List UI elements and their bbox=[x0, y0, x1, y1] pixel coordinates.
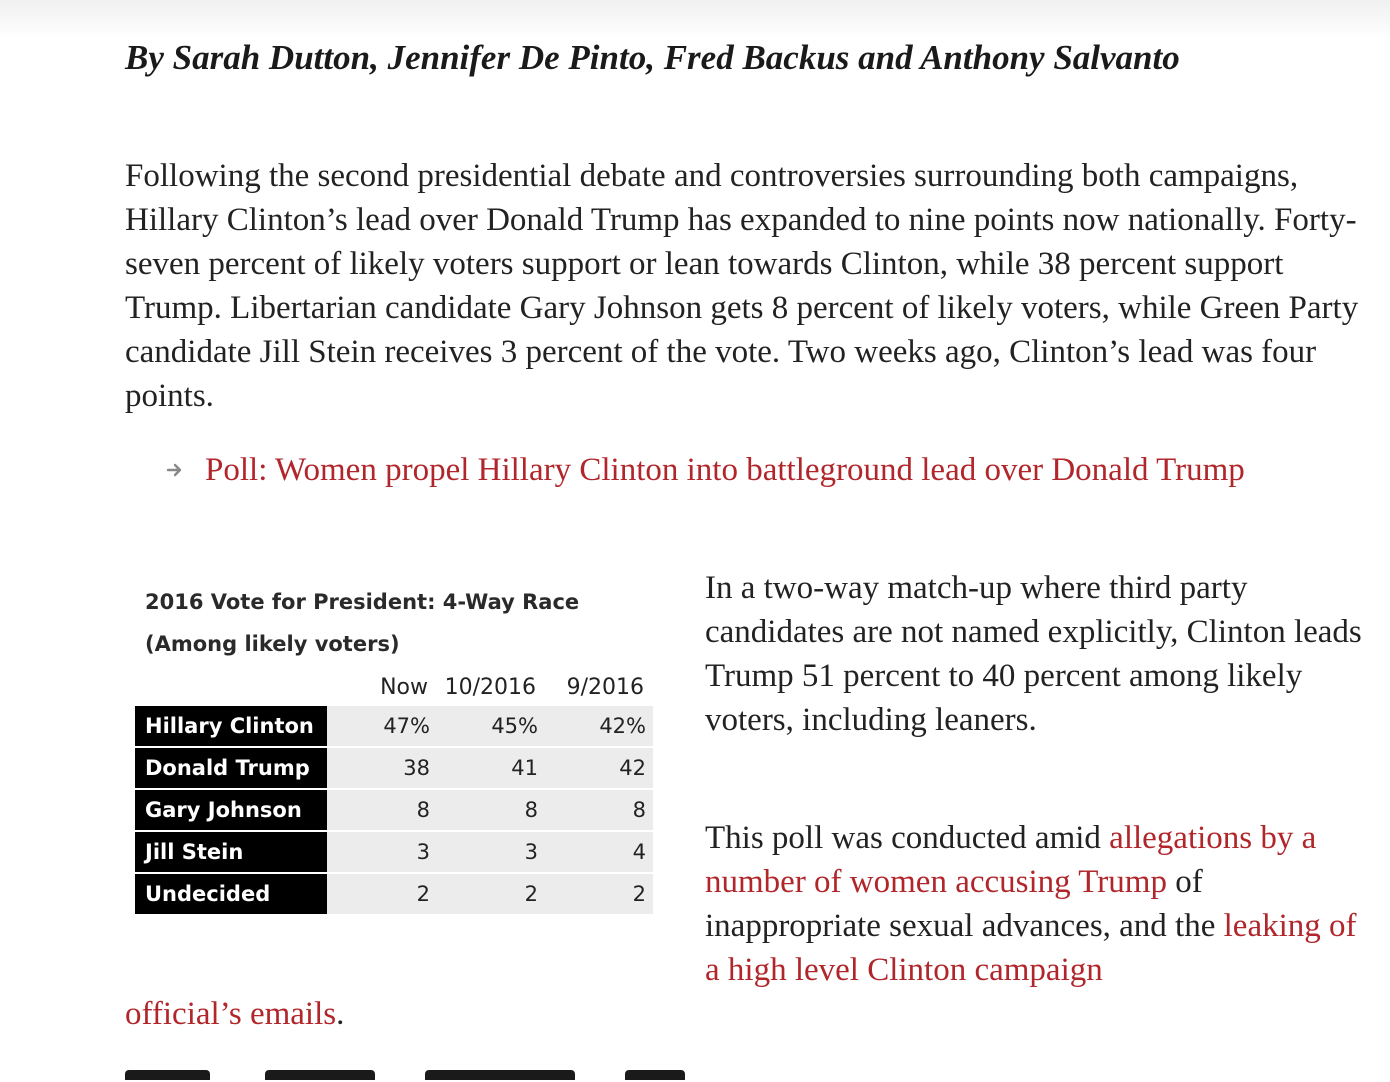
row-label: Jill Stein bbox=[135, 832, 327, 872]
table-cell: 41 bbox=[511, 756, 538, 780]
table-cell: 8 bbox=[416, 798, 430, 822]
table-cell: 38 bbox=[403, 756, 430, 780]
poll-text: This poll was conducted amid bbox=[705, 820, 1110, 856]
table-cell: 2 bbox=[524, 882, 538, 906]
table-cell: 42 bbox=[619, 756, 646, 780]
poll-context-paragraph bbox=[705, 816, 1370, 992]
poll-text: . bbox=[336, 996, 345, 1032]
row-label: Gary Johnson bbox=[135, 790, 327, 830]
table-cell: 2 bbox=[416, 882, 430, 906]
related-article-link[interactable]: Poll: Women propel Hillary Clinton into battleground lead over Donald Trump bbox=[205, 452, 1245, 488]
table-cell: 45% bbox=[491, 714, 538, 738]
poll-text: of inappropriate sexual advances, and the bbox=[705, 864, 1224, 944]
column-header: 10/2016 bbox=[444, 675, 536, 700]
table-cell: 47% bbox=[383, 714, 430, 738]
byline: By Sarah Dutton, Jennifer De Pinto, Fred Backus and Anthony Salvanto bbox=[125, 38, 1180, 77]
table-row bbox=[135, 748, 653, 790]
table-cell: 8 bbox=[524, 798, 538, 822]
allegations-link[interactable]: allegations by a number of women accusing Trump bbox=[705, 820, 1317, 900]
table-cell: 2 bbox=[632, 882, 646, 906]
arrow-right-icon bbox=[165, 460, 185, 480]
column-header: 9/2016 bbox=[566, 675, 644, 700]
row-label: Donald Trump bbox=[135, 748, 327, 788]
row-label: Hillary Clinton bbox=[135, 706, 327, 746]
related-article bbox=[165, 448, 1295, 492]
emails-link-continued[interactable]: official’s emails bbox=[125, 996, 337, 1032]
article-paragraph: Following the second presidential debate and controversies surrounding both campaigns, Hillary Clinton’s lead over Donald Trump has expanded to nine points now nationally. Forty-seven percent of likely voters support or lean towards Clinton, while 38 percent support Trump. Libertarian candidate Gary Johnson gets 8 percent of likely voters, while Green Party candidate Jill Stein receives 3 percent of the vote. Two weeks ago, Clinton’s lead was four points. bbox=[125, 158, 1359, 414]
table-row bbox=[135, 790, 653, 832]
emails-link[interactable]: leaking of a high level Clinton campaign bbox=[705, 908, 1357, 988]
table-cell: 42% bbox=[599, 714, 646, 738]
table-row bbox=[135, 874, 653, 916]
table-cell: 8 bbox=[632, 798, 646, 822]
column-header: Now bbox=[380, 675, 428, 700]
two-way-paragraph: In a two-way match-up where third party candidates are not named explicitly, Clinton leads Trump 51 percent to 40 percent among likely voters, including leaners. bbox=[705, 570, 1362, 738]
table-cell: 3 bbox=[416, 840, 430, 864]
poll-context-continuation bbox=[125, 992, 344, 1036]
chart-title: 2016 Vote for President: 4-Way Race bbox=[145, 590, 580, 614]
table-cell: 3 bbox=[524, 840, 538, 864]
row-label: Undecided bbox=[135, 874, 327, 914]
table-row bbox=[135, 706, 653, 748]
next-section-heading-cutoff bbox=[125, 1062, 705, 1082]
chart-subtitle: (Among likely voters) bbox=[145, 632, 400, 656]
table-cell: 4 bbox=[632, 840, 646, 864]
poll-table bbox=[130, 585, 660, 925]
table-row bbox=[135, 832, 653, 874]
